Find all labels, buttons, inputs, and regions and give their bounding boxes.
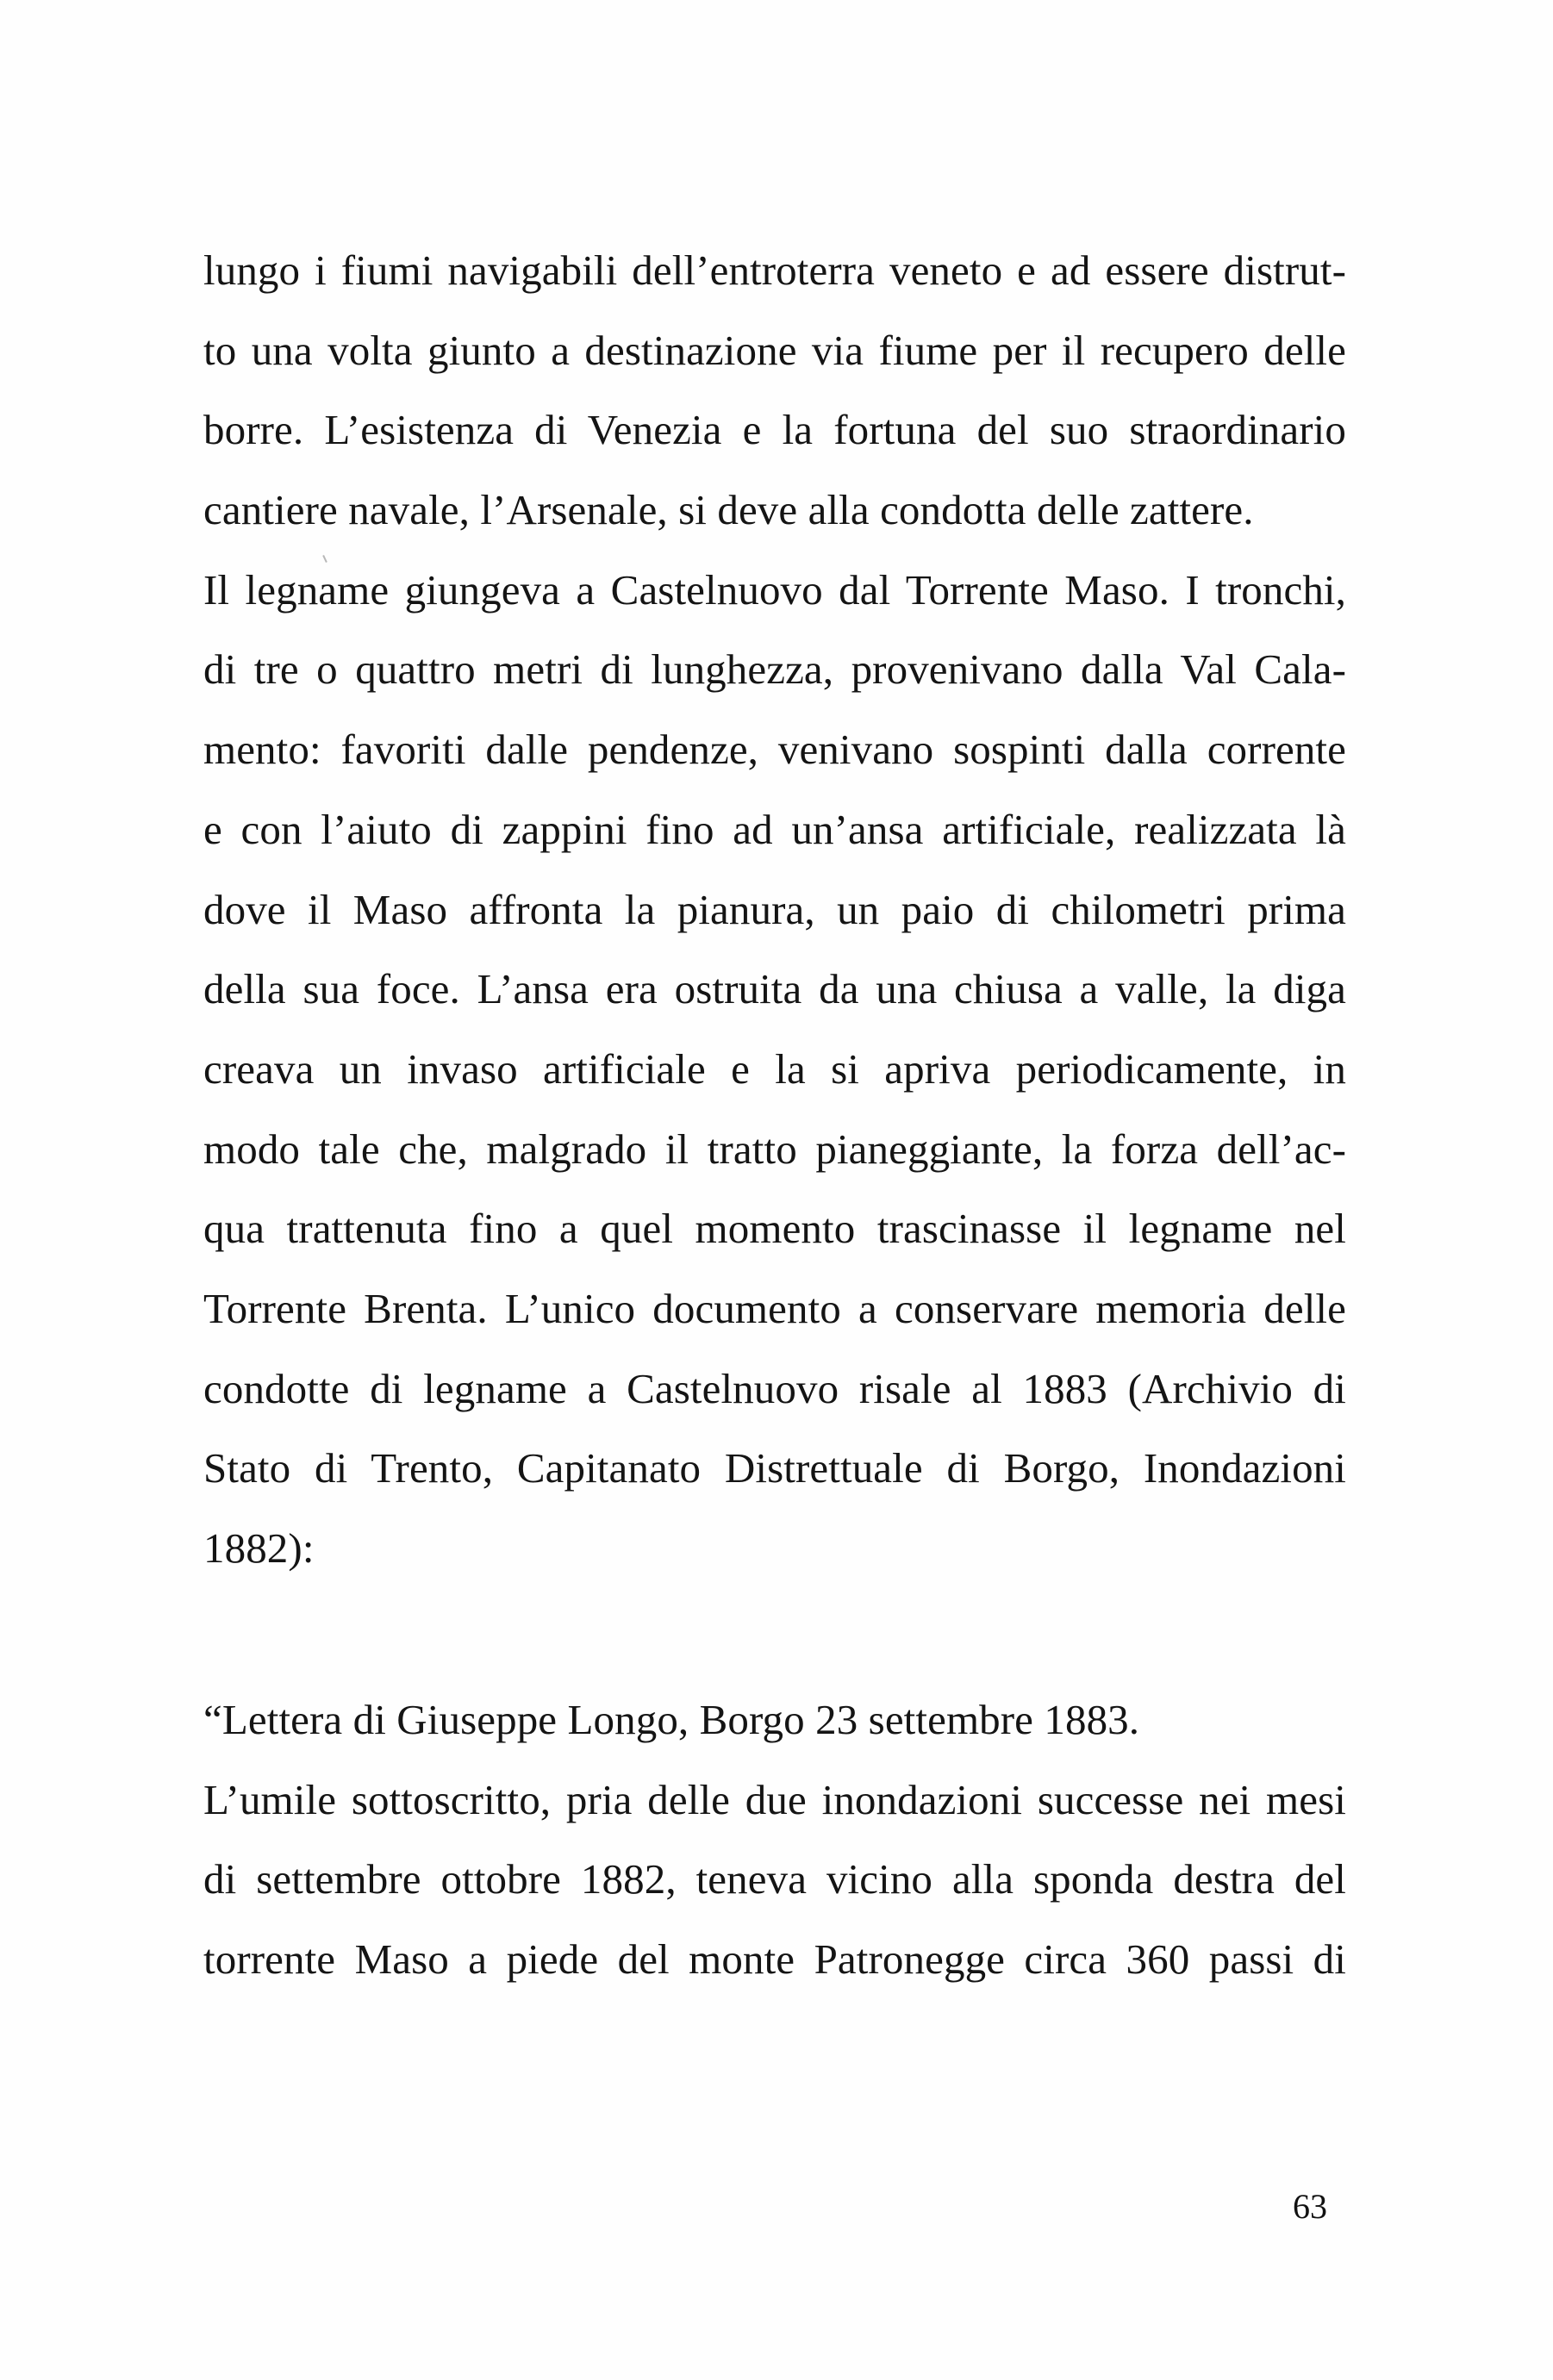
text-line: lungo i fiumi navigabili dell’entroterra veneto e ad essere distrut- xyxy=(203,246,1346,294)
text-line: torrente Maso a piede del monte Patronegge circa 360 passi di xyxy=(203,1935,1346,1984)
quotation-block xyxy=(203,1680,1346,2000)
text-line: Torrente Brenta. L’unico documento a conservare memoria delle xyxy=(203,1284,1346,1332)
text-line: modo tale che, malgrado il tratto pianeggiante, la forza dell’ac- xyxy=(203,1125,1346,1173)
text-line: Stato di Trento, Capitanato Distrettuale di Borgo, Inondazioni xyxy=(203,1444,1346,1492)
text-line: cantiere navale, l’Arsenale, si deve alla condotta delle zattere. xyxy=(203,486,1254,534)
text-line: e con l’aiuto di zappini fino ad un’ansa artificiale, realizzata là xyxy=(203,805,1346,853)
text-line: della sua foce. L’ansa era ostruita da una chiusa a valle, la diga xyxy=(203,965,1346,1013)
page-number: 63 xyxy=(1293,2187,1327,2226)
text-line: condotte di legname a Castelnuovo risale al 1883 (Archivio di xyxy=(203,1364,1346,1412)
text-line: di tre o quattro metri di lunghezza, provenivano dalla Val Cala- xyxy=(203,645,1346,694)
text-line: creava un invaso artificiale e la si apriva periodicamente, in xyxy=(203,1044,1346,1093)
text-line: di settembre ottobre 1882, teneva vicino alla sponda destra del xyxy=(203,1855,1346,1903)
text-line: L’umile sottoscritto, pria delle due inondazioni successe nei mesi xyxy=(203,1775,1346,1823)
text-line: Il legname giungeva a Castelnuovo dal Torrente Maso. I tronchi, xyxy=(203,565,1346,614)
text-line: dove il Maso affronta la pianura, un paio di chilometri prima xyxy=(203,885,1346,933)
quotation-heading: “Lettera di Giuseppe Longo, Borgo 23 settembre 1883. xyxy=(203,1696,1140,1743)
main-paragraph xyxy=(203,231,1346,1589)
text-line: mento: favoriti dalle pendenze, venivano sospinti dalla corrente xyxy=(203,726,1346,774)
text-line: qua trattenuta fino a quel momento trascinasse il legname nel xyxy=(203,1205,1346,1253)
text-line: 1882): xyxy=(203,1524,315,1572)
text-line: borre. L’esistenza di Venezia e la fortuna del suo straordinario xyxy=(203,406,1346,454)
text-line: to una volta giunto a destinazione via fiume per il recupero delle xyxy=(203,326,1346,374)
